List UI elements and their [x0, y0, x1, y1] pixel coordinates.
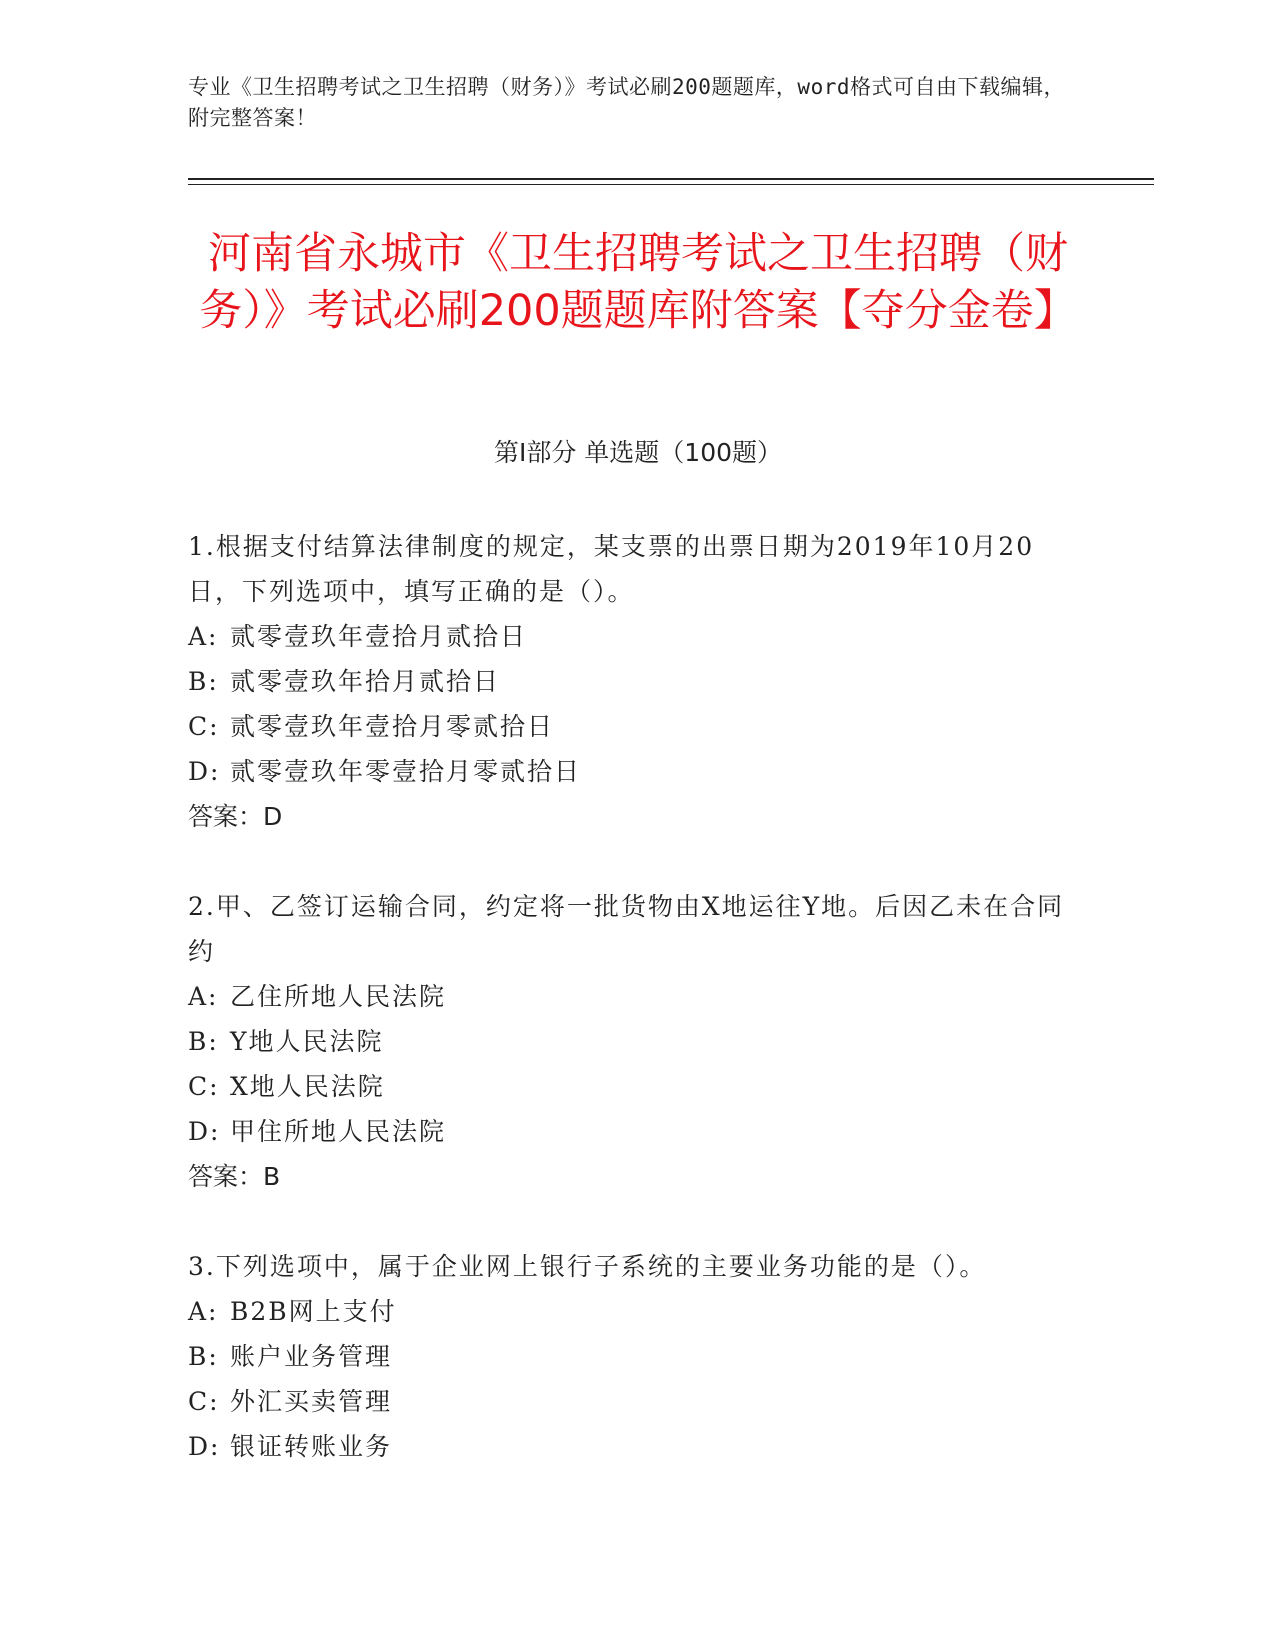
header-note: 专业《卫生招聘考试之卫生招聘（财务）》考试必刷200题题库，word格式可自由下载编辑，附完整答案！ — [188, 75, 1065, 130]
header-rule-thick — [188, 178, 1154, 180]
option-c — [188, 1064, 1068, 1109]
option-c — [188, 1379, 1068, 1424]
question-2 — [188, 884, 1068, 1199]
option-text: Y地人民法院 — [230, 1027, 384, 1056]
option-b — [188, 659, 1068, 704]
document-title: 河南省永城市《卫生招聘考试之卫生招聘（财务）》考试必刷200题题库附答案【夺分金卷】 — [199, 229, 1077, 336]
option-text: 贰零壹玖年壹拾月零贰拾日 — [230, 712, 555, 741]
answer-line: 答案：B — [188, 1162, 281, 1191]
option-a — [188, 974, 1068, 1019]
option-b — [188, 1334, 1068, 1379]
option-text: 乙住所地人民法院 — [230, 982, 447, 1011]
question-stem: 1.根据支付结算法律制度的规定，某支票的出票日期为2019年10月20日，下列选项中，填写正确的是（）。 — [188, 532, 1035, 606]
option-letter: B: — [188, 667, 219, 696]
option-text: 贰零壹玖年零壹拾月零贰拾日 — [230, 757, 582, 786]
option-letter: A: — [188, 982, 219, 1011]
option-text: 贰零壹玖年壹拾月贰拾日 — [230, 622, 528, 651]
section-heading: 第I部分 单选题（100题） — [493, 438, 783, 467]
option-letter: C: — [188, 1387, 220, 1416]
option-d — [188, 1424, 1068, 1469]
option-b — [188, 1019, 1068, 1064]
header-rule-thin — [188, 184, 1154, 185]
option-text: 甲住所地人民法院 — [230, 1117, 447, 1146]
option-a — [188, 1289, 1068, 1334]
answer-line: 答案：D — [188, 802, 283, 831]
question-stem: 2.甲、乙签订运输合同，约定将一批货物由X地运往Y地。后因乙未在合同约 — [188, 892, 1065, 966]
option-letter: C: — [188, 1072, 220, 1101]
option-c — [188, 704, 1068, 749]
option-letter: D: — [188, 1432, 221, 1461]
question-list — [188, 524, 1068, 1469]
option-d — [188, 1109, 1068, 1154]
option-text: 银证转账业务 — [230, 1432, 393, 1461]
option-letter: A: — [188, 1297, 219, 1326]
option-letter: A: — [188, 622, 219, 651]
option-letter: B: — [188, 1342, 219, 1371]
option-text: 外汇买卖管理 — [230, 1387, 393, 1416]
option-d — [188, 749, 1068, 794]
option-a — [188, 614, 1068, 659]
option-text: B2B网上支付 — [230, 1297, 397, 1326]
option-text: 贰零壹玖年拾月贰拾日 — [230, 667, 501, 696]
option-letter: D: — [188, 757, 221, 786]
option-letter: B: — [188, 1027, 219, 1056]
question-stem: 3.下列选项中，属于企业网上银行子系统的主要业务功能的是（）。 — [188, 1252, 987, 1281]
option-text: 账户业务管理 — [230, 1342, 393, 1371]
option-text: X地人民法院 — [230, 1072, 385, 1101]
question-3 — [188, 1244, 1068, 1469]
option-letter: D: — [188, 1117, 221, 1146]
question-1 — [188, 524, 1068, 839]
option-letter: C: — [188, 712, 220, 741]
